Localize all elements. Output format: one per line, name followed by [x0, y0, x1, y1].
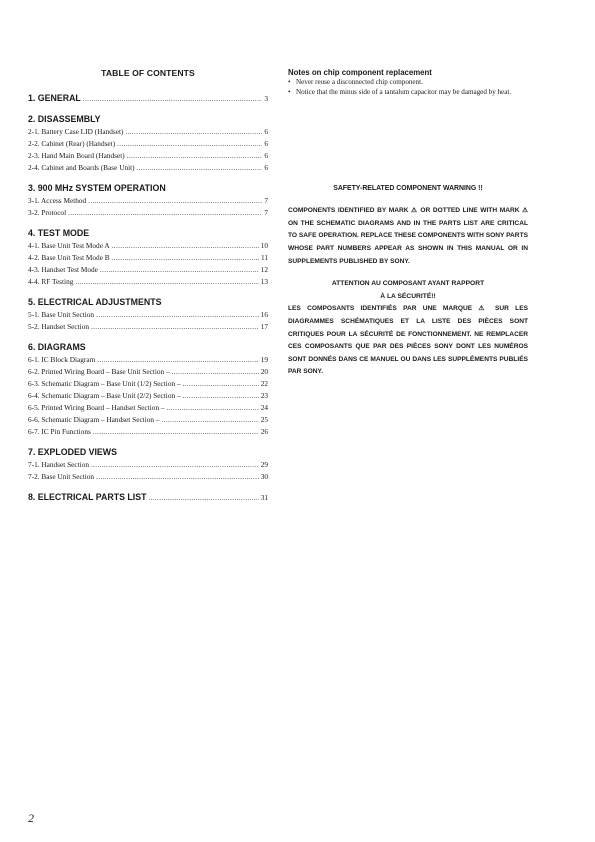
- toc-entry-label: 5-1. Base Unit Section: [28, 310, 95, 319]
- toc-entry: [28, 378, 268, 390]
- french-warning-title-line-2: À LA SÉCURITÉ!!: [380, 292, 436, 300]
- toc-section-heading: [28, 183, 268, 194]
- toc-entry-label: 6-2. Printed Wiring Board – Base Unit Section –: [28, 367, 170, 376]
- toc-entry-label: 6-3. Schematic Diagram – Base Unit (1/2) Section –: [28, 379, 181, 388]
- toc-section-heading: [28, 93, 268, 105]
- dot-leader: [83, 94, 263, 105]
- toc-entry: [28, 366, 268, 378]
- dot-leader: [117, 139, 262, 150]
- toc-page-number: 26: [260, 427, 268, 436]
- toc-page-number: 25: [260, 415, 268, 424]
- toc-page-number: 16: [260, 310, 268, 319]
- toc-entry-label: 3-2. Protocol: [28, 208, 67, 217]
- toc-page-number: 6: [264, 127, 268, 136]
- dot-leader: [97, 355, 258, 366]
- toc-heading-label: 2. DISASSEMBLY: [28, 114, 101, 124]
- toc-entry: [28, 426, 268, 438]
- toc-section: [28, 93, 268, 105]
- toc-entry: [28, 207, 268, 219]
- toc-page-number: 12: [260, 265, 268, 274]
- note-text: Never reuse a disconnected chip component.: [296, 78, 423, 86]
- toc-entry-label: 5-2. Handset Section: [28, 322, 89, 331]
- toc-entry-label: 4-3. Handset Test Mode: [28, 265, 98, 274]
- toc-heading-label: 6. DIAGRAMS: [28, 342, 86, 352]
- dot-leader: [68, 208, 262, 219]
- dot-leader: [91, 460, 259, 471]
- toc-page-number: 3: [264, 94, 268, 103]
- dot-leader: [137, 163, 263, 174]
- toc-section-heading: [28, 342, 268, 353]
- toc-heading-label: 3. 900 MHz SYSTEM OPERATION: [28, 183, 166, 193]
- toc-heading-label: 1. GENERAL: [28, 93, 81, 103]
- dot-leader: [183, 391, 259, 402]
- toc-entry: [28, 138, 268, 150]
- toc-page-number: 29: [260, 460, 268, 469]
- toc-entry-label: 2-3. Hand Main Board (Handset): [28, 151, 125, 160]
- toc-heading-label: 5. ELECTRICAL ADJUSTMENTS: [28, 297, 162, 307]
- notes-column: [288, 68, 528, 379]
- toc-heading-label: 4. TEST MODE: [28, 228, 90, 238]
- toc-section: [28, 297, 268, 333]
- dot-leader: [112, 253, 259, 264]
- toc-section-heading: [28, 447, 268, 458]
- toc-entry: [28, 321, 268, 333]
- toc-entry: [28, 195, 268, 207]
- dot-leader: [112, 241, 259, 252]
- toc-entry: [28, 150, 268, 162]
- toc-entry: [28, 264, 268, 276]
- toc-page-number: 6: [264, 139, 268, 148]
- toc-entry-label: 6-6. Schematic Diagram – Handset Section –: [28, 415, 160, 424]
- toc-entry: [28, 276, 268, 288]
- toc-page-number: 13: [260, 277, 268, 286]
- french-warning-body: LES COMPOSANTS IDENTIFIÉS PAR UNE MARQUE ⚠ SUR LES DIAGRAMMES SCHÉMATIQUES ET LA LISTE DES PIÈCES SONT CRITIQUES POUR LA SÉCURITÉ DE FONCTIONNEMENT. NE REMPLACER CES COMPOSANTS QUE PAR DES PIÈCES SONY DONT LES NUMÉROS SONT DONNÉS DANS CE MANUEL OU DANS LES SUPPLÉMENTS PUBLIÉS PAR SONY.: [288, 305, 528, 376]
- toc-section-heading: [28, 114, 268, 125]
- toc-page-number: 7: [264, 196, 268, 205]
- notes-list: [288, 78, 528, 97]
- toc-entry-label: 6-1. IC Block Diagram: [28, 355, 96, 364]
- dot-leader: [88, 196, 262, 207]
- french-warning-title: [288, 278, 528, 303]
- toc-section-heading: [28, 297, 268, 308]
- safety-warning-body: COMPONENTS IDENTIFIED BY MARK ⚠ OR DOTTED LINE WITH MARK ⚠ ON THE SCHEMATIC DIAGRAMS AND IN THE PARTS LIST ARE CRITICAL TO SAFE OPERATION. REPLACE THESE COMPONENTS WITH SONY PARTS WHOSE PART NUMBERS APPEAR AS SHOWN IN THIS MANUAL OR IN SUPPLEMENTS PUBLISHED BY SONY.: [288, 207, 528, 265]
- toc-entry: [28, 309, 268, 321]
- toc-entry: [28, 252, 268, 264]
- toc-entry-label: 4-2. Base Unit Test Mode B: [28, 253, 110, 262]
- toc-heading-label: 7. EXPLODED VIEWS: [28, 447, 117, 457]
- toc-section: [28, 183, 268, 219]
- toc-entry: [28, 459, 268, 471]
- dot-leader: [172, 367, 259, 378]
- toc-page-number: 11: [260, 253, 268, 262]
- dot-leader: [167, 403, 259, 414]
- toc-entry: [28, 240, 268, 252]
- toc-page-number: 23: [260, 391, 268, 400]
- dot-leader: [183, 379, 259, 390]
- toc-section-heading: [28, 492, 268, 504]
- toc-entry-label: 2-4. Cabinet and Boards (Base Unit): [28, 163, 135, 172]
- toc-page-number: 10: [260, 241, 268, 250]
- bullet-icon: •: [288, 78, 291, 86]
- toc-entry: [28, 162, 268, 174]
- toc-page-number: 17: [260, 322, 268, 331]
- note-text: Notice that the minus side of a tantalum capacitor may be damaged by heat.: [296, 87, 512, 96]
- toc-entry-label: 2-1. Battery Case LID (Handset): [28, 127, 124, 136]
- toc-entry-label: 2-2. Cabinet (Rear) (Handset): [28, 139, 116, 148]
- toc-entry: [28, 126, 268, 138]
- dot-leader: [125, 127, 262, 138]
- toc-page-number: 20: [260, 367, 268, 376]
- dot-leader: [100, 265, 259, 276]
- list-item: [288, 78, 528, 88]
- toc-page-number: 31: [260, 493, 268, 502]
- toc-entry-label: 4-4. RF Testing: [28, 277, 74, 286]
- toc-section: [28, 447, 268, 483]
- dot-leader: [148, 493, 258, 504]
- safety-warning-title: SAFETY-RELATED COMPONENT WARNING !!: [333, 185, 483, 193]
- toc-section: [28, 228, 268, 288]
- toc-entry: [28, 402, 268, 414]
- french-warning-title-line-1: ATTENTION AU COMPOSANT AYANT RAPPORT: [331, 280, 485, 288]
- toc-page-number: 30: [260, 472, 268, 481]
- toc-page-number: 6: [264, 163, 268, 172]
- toc-entry: [28, 414, 268, 426]
- toc-sections: [28, 93, 268, 504]
- toc-entry-label: 6-5. Printed Wiring Board – Handset Section –: [28, 403, 165, 412]
- toc-entry: [28, 471, 268, 483]
- toc-entry-label: 7-2. Base Unit Section: [28, 472, 95, 481]
- list-item: [288, 88, 528, 98]
- dot-leader: [96, 472, 259, 483]
- dot-leader: [127, 151, 263, 162]
- toc-heading-label: 8. ELECTRICAL PARTS LIST: [28, 492, 147, 502]
- toc-entry-label: 6-4. Schematic Diagram – Base Unit (2/2) Section –: [28, 391, 181, 400]
- toc-entry-label: 7-1. Handset Section: [28, 460, 89, 469]
- toc-title: TABLE OF CONTENTS: [101, 68, 195, 78]
- toc-section: [28, 492, 268, 504]
- bullet-icon: •: [288, 87, 291, 96]
- toc-entry: [28, 390, 268, 402]
- dot-leader: [91, 322, 259, 333]
- notes-title: Notes on chip component replacement: [288, 68, 432, 77]
- toc-page-number: 7: [264, 208, 268, 217]
- toc-page-number: 24: [260, 403, 268, 412]
- dot-leader: [75, 277, 258, 288]
- page-number: 2: [28, 811, 34, 825]
- toc-entry-label: 6-7. IC Pin Functions: [28, 427, 91, 436]
- toc-section: [28, 342, 268, 438]
- toc-entry-label: 3-1. Access Method: [28, 196, 87, 205]
- toc-page-number: 6: [264, 151, 268, 160]
- toc-page-number: 22: [260, 379, 268, 388]
- toc-section-heading: [28, 228, 268, 239]
- dot-leader: [93, 427, 259, 438]
- toc-entry-label: 4-1. Base Unit Test Mode A: [28, 241, 110, 250]
- toc-page-number: 19: [260, 355, 268, 364]
- dot-leader: [162, 415, 259, 426]
- toc-section: [28, 114, 268, 174]
- table-of-contents: [28, 68, 268, 513]
- toc-entry: [28, 354, 268, 366]
- dot-leader: [96, 310, 259, 321]
